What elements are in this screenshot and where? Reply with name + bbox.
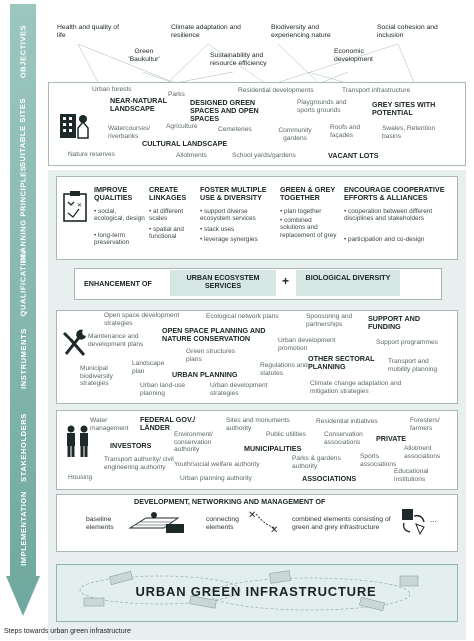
objective-social: Social cohesion and inclusion [377,24,438,39]
sh-head-associations: ASSOCIATIONS [302,474,357,483]
implementation-head: DEVELOPMENT, NETWORKING AND MANAGEMENT OF [134,497,326,506]
site-residential: Residential developments [238,87,314,94]
svg-text:✕: ✕ [77,202,83,209]
inst-dev-strategies: Urban development strategies [210,382,268,397]
sh-water-management: Water management [90,417,129,432]
sh-housing: Housing [68,474,93,481]
site-head-near-natural: NEAR-NATURAL LANDSCAPE [110,96,167,113]
site-watercourses: Watercourses/ riverbanks [108,125,151,140]
sh-conservation-assoc: Conservation associations [324,431,363,446]
clipboard-icon [62,190,88,222]
objective-sustainability: Sustainability and resource efficiency [210,52,267,67]
sh-head-private: PRIVATE [376,434,407,443]
qualification-lead: ENHANCEMENT OF [84,279,152,288]
site-nature-reserves: Nature reserves [68,151,115,158]
sh-allotment-assoc: Allotment associations [404,445,441,460]
inst-head-urban-planning: URBAN PLANNING [172,370,238,379]
inst-head-support: SUPPORT AND FUNDING [368,314,421,331]
inst-land-use: Urban land-use planning [140,382,186,397]
objective-biodiversity: Biodiversity and experiencing nature [271,24,331,39]
site-agriculture: Agriculture [166,123,198,130]
objective-economic: Economic development [334,48,373,63]
combined-elements-icon [398,506,428,536]
inst-maintenance: Maintenance and development plans [88,333,144,348]
sh-urban-planning-authority: Urban planning authority [180,475,252,482]
stage-stakeholders: STAKEHOLDERS [18,412,28,482]
sh-monuments: Sites and monuments authority [226,417,290,432]
connecting-elements-icon [246,506,286,536]
inst-municipal-biodiversity: Municipal biodiversity strategies [80,365,113,388]
inst-head-sectoral: OTHER SECTORAL PLANNING [308,354,375,371]
buildings-icon [56,106,92,142]
stage-planning-principles: PLANNING PRINCIPLES [18,165,28,263]
sh-head-investors: INVESTORS [110,441,152,450]
sh-youth-social: Youth/social welfare authority [174,461,260,468]
site-head-cultural: CULTURAL LANDSCAPE [142,139,228,148]
svg-text:✕: ✕ [248,510,257,521]
sh-public-utilities: Public utilities [266,431,306,438]
inst-urban-dev-promotion: Urban development promotion [278,337,336,352]
biodiversity-box: BIOLOGICAL DIVERSITY [296,270,400,296]
sh-head-municipalities: MUNICIPALITIES [244,444,302,453]
sh-parks-gardens: Parks & gardens authority [292,455,341,470]
site-school-yards: School yards/gardens [232,152,296,159]
inst-landscape-plan: Landscape plan [132,360,165,375]
objective-climate: Climate adaptation and resilience [171,24,241,39]
stage-objectives: OBJECTIVES [18,24,28,78]
site-swales: Swales, Retention basins [382,125,436,140]
svg-text:✕: ✕ [270,525,279,536]
inst-regulations: Regulations and statutes [260,362,308,377]
site-urban-forests: Urban forests [92,86,132,93]
site-parks: Parks [168,91,185,98]
stage-instruments: INSTRUMENTS [18,327,28,389]
site-head-designed: DESIGNED GREEN SPACES AND OPEN SPACES [190,98,259,123]
figure-caption: Steps towards urban green infrastructure [4,628,131,635]
objective-health: Health and quality of life [57,24,119,39]
site-community-gardens: Community gardens [278,127,312,142]
result-title: URBAN GREEN INFRASTRUCTURE [135,584,377,599]
sh-transport-authority: Transport authority/ civil engineering authority [104,456,174,471]
site-cemeteries: Cemeteries [218,126,252,133]
sh-sports-assoc: Sports associations [360,453,397,468]
site-playgrounds: Playgrounds and sports grounds [297,99,347,114]
site-head-vacant: VACANT LOTS [328,151,379,160]
stage-implementation: IMPLEMENTATION [18,490,28,566]
stage-qualification: QUALIFICATION [18,250,28,316]
inst-open-space-strategies: Open space development strategies [104,312,180,327]
baseline-elements-icon [126,510,188,536]
site-roofs: Roofs and façades [330,124,361,139]
site-allotments: Allotments [176,152,207,159]
sh-foresters: Foresters/ farmers [410,417,440,432]
objective-baukultur: Green 'Baukultur' [128,48,160,63]
stage-suitable-sites: SUITABLE SITES [18,97,28,167]
inst-sponsoring: Sponsoring and partnerships [306,313,353,328]
qualification-plus: + [282,274,290,288]
inst-support-programmes: Support programmes [376,339,438,346]
people-icon [64,424,92,458]
inst-ecological-network: Ecological network plans [206,313,279,320]
inst-climate-strategies: Climate change adaptation and mitigation strategies [310,380,402,395]
site-head-grey: GREY SITES WITH POTENTIAL [372,100,436,117]
inst-transport-mobility: Transport and mobility planning [388,358,438,373]
tools-icon [62,328,88,358]
inst-head-open-space: OPEN SPACE PLANNING AND NATURE CONSERVATION [162,326,266,343]
ecosystem-services-box: URBAN ECOSYSTEM SERVICES [170,270,276,296]
inst-green-structures: Green structures plans [186,348,236,363]
sh-residential-initiatives: Residential initiatives [316,418,378,425]
impl-baseline: baseline elements [86,516,114,531]
impl-combined: combined elements consisting of green and grey infrastructure [292,516,391,531]
site-transport: Transport infrastructure [342,87,411,94]
sh-educational: Educational institutions [394,468,429,483]
sh-head-federal: FEDERAL GOV./ LÄNDER [140,415,196,432]
impl-connecting: connecting elements [206,516,239,531]
impl-ellipsis: ... [430,515,437,524]
sh-environment: Environment/ conservation authority [174,431,213,454]
